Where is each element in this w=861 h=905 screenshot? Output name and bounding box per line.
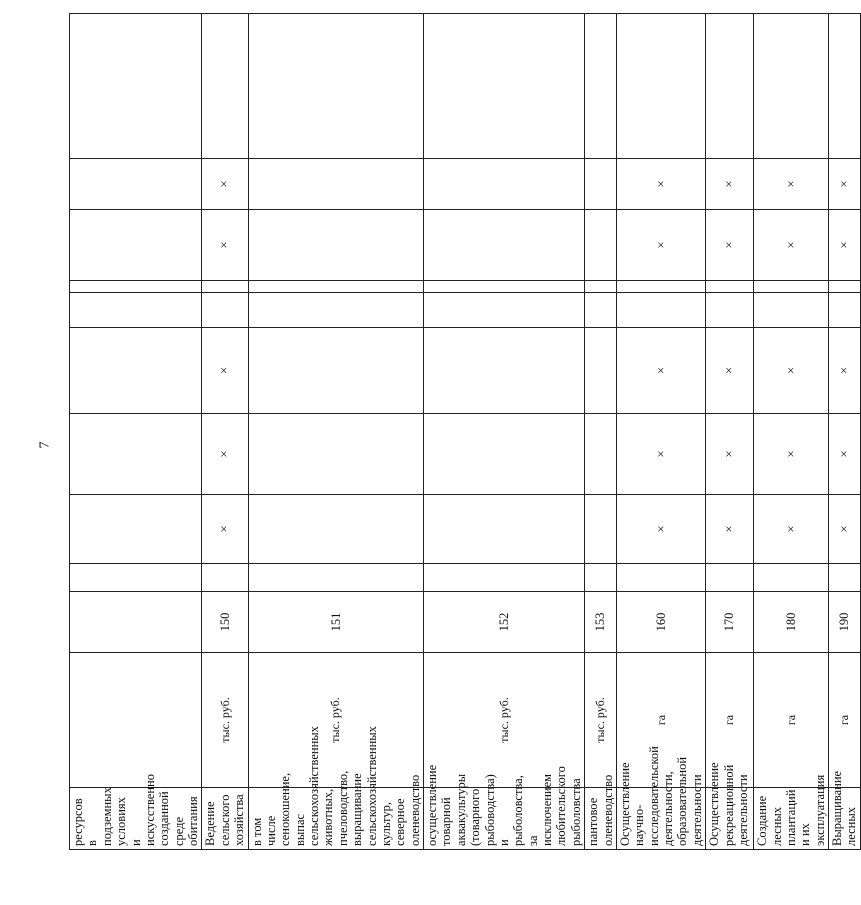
activity-name-cell: Создание лесных плантаций и их эксплуатация bbox=[754, 788, 829, 850]
value-cell bbox=[248, 159, 424, 210]
table-row bbox=[754, 14, 829, 850]
value-cell: × bbox=[754, 495, 829, 564]
value-cell: × bbox=[754, 159, 829, 210]
table-row bbox=[248, 14, 424, 850]
line-code-cell: 151 bbox=[248, 592, 424, 653]
value-cell bbox=[70, 14, 202, 159]
value-cell bbox=[248, 495, 424, 564]
value-cell bbox=[585, 293, 617, 328]
value-cell bbox=[424, 159, 585, 210]
value-cell bbox=[585, 564, 617, 592]
value-cell bbox=[70, 210, 202, 281]
value-cell: × bbox=[616, 159, 705, 210]
line-code-cell: 180 bbox=[754, 592, 829, 653]
activity-name-cell: осуществление товарной аквакультуры (товарного рыбоводства) и рыболовства, за исключением любительского рыболовства bbox=[424, 788, 585, 850]
line-code-cell: 152 bbox=[424, 592, 585, 653]
value-cell bbox=[754, 293, 829, 328]
value-cell bbox=[70, 281, 202, 293]
value-cell bbox=[202, 14, 248, 159]
unit-cell: га bbox=[616, 653, 705, 788]
value-cell bbox=[585, 328, 617, 414]
value-cell: × bbox=[202, 328, 248, 414]
value-cell bbox=[424, 414, 585, 495]
table-row bbox=[706, 14, 754, 850]
value-cell bbox=[585, 281, 617, 293]
value-cell: × bbox=[829, 495, 861, 564]
activity-name-cell: в том числе сенокошение, выпас сельскохозяйственных животных, пчеловодство, выращивание сельскохозяйственных культур, северное оленеводство bbox=[248, 788, 424, 850]
value-cell bbox=[754, 564, 829, 592]
value-cell bbox=[585, 210, 617, 281]
unit-cell: га bbox=[829, 653, 861, 788]
activity-table bbox=[69, 13, 861, 850]
value-cell bbox=[248, 293, 424, 328]
value-cell bbox=[829, 14, 861, 159]
value-cell bbox=[424, 210, 585, 281]
value-cell bbox=[70, 159, 202, 210]
value-cell bbox=[829, 564, 861, 592]
table-row bbox=[424, 14, 585, 850]
value-cell bbox=[70, 293, 202, 328]
value-cell bbox=[424, 14, 585, 159]
value-cell: × bbox=[754, 210, 829, 281]
value-cell: × bbox=[616, 328, 705, 414]
value-cell: × bbox=[706, 159, 754, 210]
value-cell bbox=[585, 159, 617, 210]
value-cell: × bbox=[202, 210, 248, 281]
value-cell bbox=[706, 564, 754, 592]
value-cell bbox=[585, 14, 617, 159]
value-cell bbox=[616, 564, 705, 592]
value-cell: × bbox=[706, 328, 754, 414]
line-code-cell: 160 bbox=[616, 592, 705, 653]
value-cell bbox=[424, 564, 585, 592]
value-cell: × bbox=[829, 159, 861, 210]
value-cell: × bbox=[754, 414, 829, 495]
value-cell: × bbox=[202, 495, 248, 564]
value-cell bbox=[70, 328, 202, 414]
value-cell bbox=[248, 210, 424, 281]
line-code-cell: 150 bbox=[202, 592, 248, 653]
line-code-cell: 170 bbox=[706, 592, 754, 653]
unit-cell: га bbox=[706, 653, 754, 788]
table-row bbox=[70, 14, 202, 850]
value-cell: × bbox=[754, 328, 829, 414]
unit-cell: га bbox=[754, 653, 829, 788]
value-cell bbox=[70, 414, 202, 495]
value-cell: × bbox=[829, 414, 861, 495]
value-cell bbox=[248, 414, 424, 495]
value-cell bbox=[585, 495, 617, 564]
value-cell bbox=[248, 328, 424, 414]
value-cell: × bbox=[202, 159, 248, 210]
value-cell: × bbox=[829, 328, 861, 414]
value-cell: × bbox=[706, 210, 754, 281]
unit-cell: тыс. руб. bbox=[424, 653, 585, 788]
value-cell bbox=[248, 564, 424, 592]
value-cell bbox=[829, 293, 861, 328]
value-cell bbox=[616, 14, 705, 159]
table-row bbox=[616, 14, 705, 850]
value-cell: × bbox=[829, 210, 861, 281]
activity-name-cell: Осуществление научно-исследовательской деятельности, образовательной деятельности bbox=[616, 788, 705, 850]
value-cell bbox=[706, 293, 754, 328]
table-row bbox=[202, 14, 248, 850]
value-cell: × bbox=[616, 495, 705, 564]
value-cell bbox=[424, 495, 585, 564]
value-cell bbox=[70, 564, 202, 592]
table-row bbox=[585, 14, 617, 850]
value-cell: × bbox=[616, 414, 705, 495]
value-cell bbox=[585, 414, 617, 495]
line-code-cell: 190 bbox=[829, 592, 861, 653]
value-cell bbox=[424, 293, 585, 328]
unit-cell: тыс. руб. bbox=[585, 653, 617, 788]
unit-cell bbox=[70, 653, 202, 788]
value-cell bbox=[616, 281, 705, 293]
value-cell: × bbox=[706, 414, 754, 495]
value-cell bbox=[424, 281, 585, 293]
page-number: 7 bbox=[37, 441, 53, 449]
value-cell bbox=[754, 14, 829, 159]
unit-cell: тыс. руб. bbox=[202, 653, 248, 788]
value-cell bbox=[829, 281, 861, 293]
table-row bbox=[829, 14, 861, 850]
value-cell bbox=[248, 281, 424, 293]
value-cell bbox=[754, 281, 829, 293]
value-cell bbox=[202, 564, 248, 592]
activity-name-cell: Ведение сельского хозяйства bbox=[202, 788, 248, 850]
value-cell bbox=[202, 281, 248, 293]
activity-name-cell: пантовое оленеводство bbox=[585, 788, 617, 850]
value-cell bbox=[248, 14, 424, 159]
value-cell bbox=[70, 495, 202, 564]
value-cell: × bbox=[616, 210, 705, 281]
value-cell: × bbox=[706, 495, 754, 564]
activity-name-cell: ресурсов в подземных условиях и искусственно созданной среде обитания bbox=[70, 788, 202, 850]
value-cell bbox=[706, 281, 754, 293]
activity-name-cell: Осуществление рекреационной деятельности bbox=[706, 788, 754, 850]
table-wrapper bbox=[69, 14, 859, 850]
line-code-cell bbox=[70, 592, 202, 653]
line-code-cell: 153 bbox=[585, 592, 617, 653]
activity-name-cell: Выращивание лесных bbox=[829, 788, 861, 850]
value-cell bbox=[424, 328, 585, 414]
unit-cell: тыс. руб. bbox=[248, 653, 424, 788]
value-cell bbox=[202, 293, 248, 328]
value-cell bbox=[616, 293, 705, 328]
value-cell: × bbox=[202, 414, 248, 495]
value-cell bbox=[706, 14, 754, 159]
